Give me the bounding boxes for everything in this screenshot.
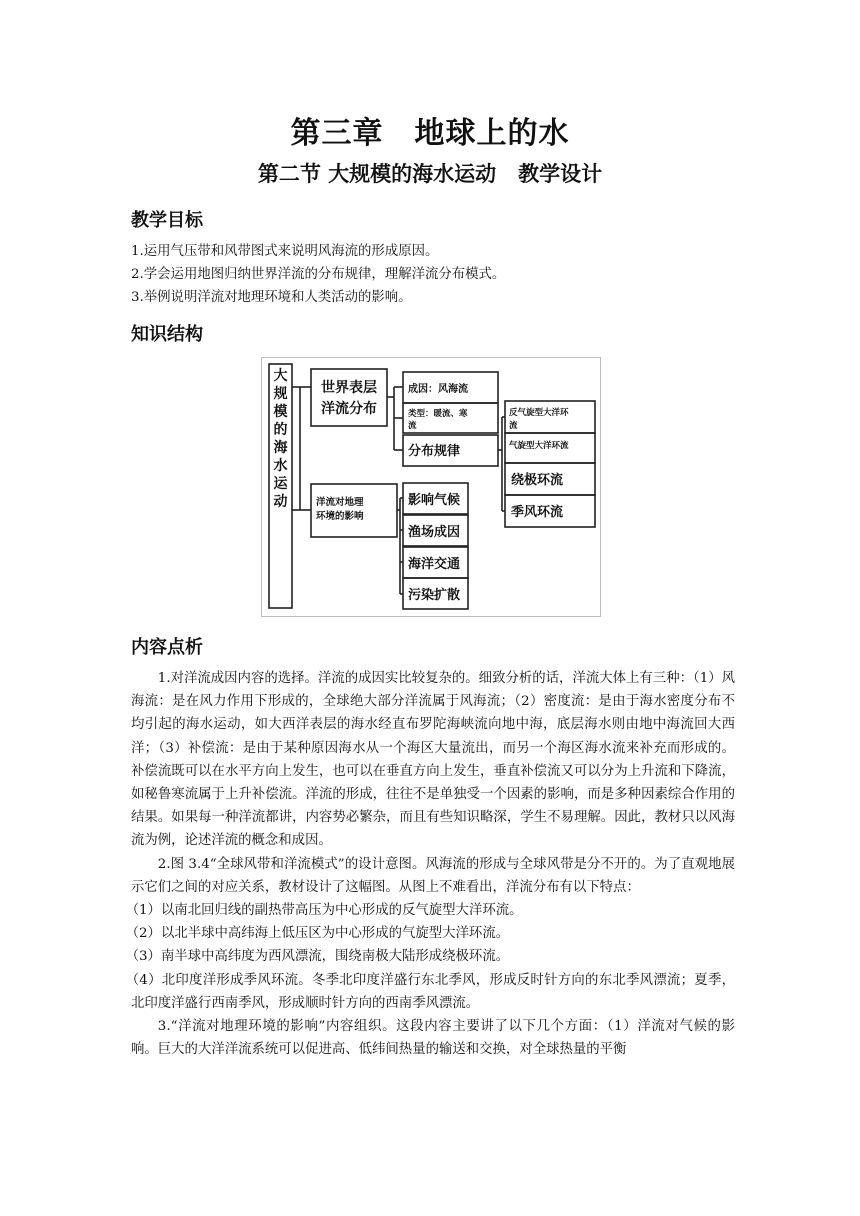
traffic-label: 海洋交通 (408, 557, 461, 572)
cause-label: 成因：风海流 (408, 384, 468, 395)
type-label-line1: 类型：暖流、寒 (408, 409, 468, 419)
knowledge-structure-diagram (261, 357, 601, 617)
svg-text:海: 海 (273, 440, 288, 456)
pattern-label: 分布规律 (408, 444, 461, 459)
type-label-line2: 流 (408, 421, 417, 431)
objectives-heading: 教学目标 (131, 210, 203, 231)
svg-text:动: 动 (273, 494, 288, 510)
doc-type: 教学设计 (518, 162, 603, 186)
svg-text:大: 大 (273, 368, 288, 384)
branch2-label-line2: 环境的影响 (316, 511, 364, 522)
analysis-list-item: （1）以南北回归线的副热带高压为中心形成的反气旋型大洋环流。 (125, 903, 523, 919)
anticyclonic-label-line2: 流 (509, 421, 518, 431)
svg-text:模: 模 (273, 404, 288, 420)
objective-item: 2.学会运用地图归纳世界洋流的分布规律，理解洋流分布模式。 (131, 267, 506, 282)
objectives-list (131, 240, 751, 309)
chapter-title: 第三章 地球上的水 (290, 116, 570, 151)
section-title (0, 158, 860, 188)
svg-text:运: 运 (273, 476, 288, 492)
branch1-label-line2: 洋流分布 (321, 401, 377, 417)
analysis-body (125, 667, 735, 1061)
analysis-paragraph: 1.对洋流成因内容的选择。洋流的成因实比较复杂的。细致分析的话，洋流大体上有三种：（1）风海流：是在风力作用下形成的，全球绝大部分洋流属于风海流；（2）密度流：是由于海水密度分布不均引起的海水运动，如大西洋表层的海水经直布罗陀海峡流向地中海，底层海水则由地中海流回大西洋；（3）补偿流：是由于某种原因海水从一个海区大量流出，而另一个海区海水流来补充而形成的。补偿流既可以在水平方向上发生，也可以在垂直方向上发生，垂直补偿流又可以分为上升流和下降流，如秘鲁寒流属于上升补偿流。洋流的形成，往往不是单独受一个因素的影响，而是多种因素综合作用的结果。如果每一种洋流都讲，内容势必繁杂，而且有些知识略深，学生不易理解。因此，教材只以风海流为例，论述洋流的概念和成因。 (131, 671, 735, 849)
branch2-label-line1: 洋流对地理 (316, 497, 364, 508)
section-name: 第二节 大规模的海水运动 (257, 162, 497, 186)
svg-text:水: 水 (273, 458, 288, 474)
pollution-label: 污染扩散 (408, 588, 461, 603)
analysis-list-item: （3）南半球中高纬度为西风漂流，围绕南极大陆形成绕极环流。 (125, 949, 510, 965)
climate-label: 影响气候 (408, 493, 461, 508)
fishery-label: 渔场成因 (408, 525, 461, 540)
root-label (273, 367, 289, 510)
anticyclonic-label-line1: 反气旋型大洋环 (509, 408, 569, 418)
structure-svg (262, 358, 600, 616)
cyclonic-label: 气旋型大洋环流 (509, 441, 569, 451)
branch1-label-line1: 世界表层 (321, 380, 377, 396)
analysis-list-item: （4）北印度洋形成季风环流。冬季北印度洋盛行东北季风，形成反时针方向的东北季风漂流；夏季，北印度洋盛行西南季风，形成顺时针方向的西南季风漂流。 (125, 972, 735, 1011)
svg-text:的: 的 (273, 422, 288, 438)
objective-item: 3.举例说明洋流对地理环境和人类活动的影响。 (131, 290, 412, 305)
svg-text:规: 规 (273, 386, 288, 402)
objective-item: 1.运用气压带和风带图式来说明风海流的形成原因。 (131, 244, 439, 259)
structure-heading: 知识结构 (131, 324, 203, 345)
analysis-paragraph: 2.图 3.4“全球风带和洋流模式”的设计意图。风海流的形成与全球风带是分不开的。为了直观地展示它们之间的对应关系，教材设计了这幅图。从图上不难看出，洋流分布有以下特点： (131, 856, 735, 895)
analysis-heading: 内容点析 (131, 637, 203, 658)
monsoon-label: 季风环流 (511, 505, 564, 520)
analysis-paragraph: 3.“洋流对地理环境的影响”内容组织。这段内容主要讲了以下几个方面：（1）洋流对气候的影响。巨大的大洋洋流系统可以促进高、低纬间热量的输送和交换，对全球热量的平衡 (131, 1019, 735, 1058)
circumpolar-label: 绕极环流 (511, 473, 564, 488)
analysis-list-item: （2）以北半球中高纬海上低压区为中心形成的气旋型大洋环流。 (125, 926, 510, 942)
branch1-box (311, 369, 387, 426)
